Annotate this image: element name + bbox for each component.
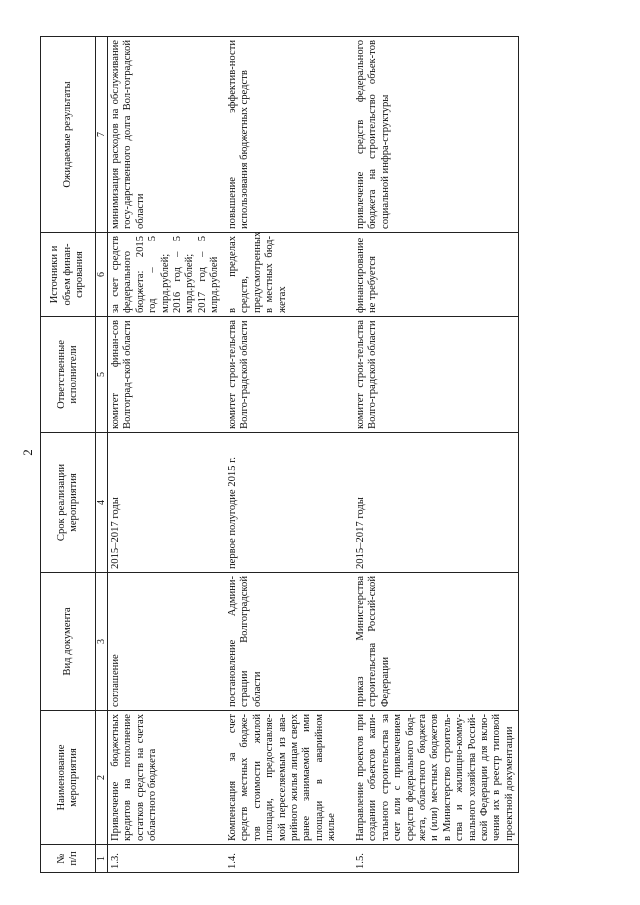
document-type: постановление Админи-страции Волгоградской области [225,573,353,711]
responsible-executors: комитет финан-сов Волгоград-ской области [108,317,226,433]
funding-source: за счет средств федерального бюджета: 2015 год – 5 млрд.рублей; 2016 год – 5 млрд.рублей; 2017 год – 5 млрд.рублей [108,233,226,317]
document-type: соглашение [108,573,226,711]
column-number: 6 [96,233,108,317]
column-number: 5 [96,317,108,433]
column-number: 1 [96,845,108,873]
implementation-term: первое полугодие 2015 г. [225,433,353,573]
expected-results: повышение эффектив-ности использования бюджетных средств [225,37,353,233]
measures-table [40,36,519,873]
expected-results: привлечение средств федерального бюджета на строительство объек-тов социальной инфра-структуры [353,37,519,233]
column-number: 7 [96,37,108,233]
implementation-term: 2015–2017 годы [353,433,519,573]
document-type: приказ Министерства строительства Россий-ской Федерации [353,573,519,711]
funding-source: в пределах средств, предусмотренных в местных бюд-жетах [225,233,353,317]
table-header-row [41,37,96,873]
row-number: 1.4. [225,845,353,873]
header-term: Срок реализации мероприятия [41,433,96,573]
header-result: Ожидаемые результаты [41,37,96,233]
implementation-term: 2015–2017 годы [108,433,226,573]
table-row [353,37,519,873]
responsible-executors: комитет строи-тельства Волго-градской области [225,317,353,433]
row-number: 1.5. [353,845,519,873]
header-doc: Вид документа [41,573,96,711]
column-number: 2 [96,711,108,845]
column-number: 4 [96,433,108,573]
column-numbers-row [96,37,108,873]
header-num: № п/п [41,845,96,873]
funding-source: финансирование не требуется [353,233,519,317]
header-name: Наименование мероприятия [41,711,96,845]
header-source: Источники и объем финан-сирования [41,233,96,317]
header-exec: Ответственные исполнители [41,317,96,433]
expected-results: минимизация расходов на обслуживание госу-дарственного долга Вол-гоградской области [108,37,226,233]
measure-name: Привлечение бюджетных кредитов на пополнение остатков средств на счетах областного бюджета [108,711,226,845]
row-number: 1.3. [108,845,226,873]
page-number: 2 [20,449,35,456]
measure-name: Направление проектов при создании объектов капи-тального строительства за счет или с привлечением средств федерального бюд-жета, областного бюджета и (или) местных бюджетов в Министерство строитель-ства и жилищно-комму-нального хозяйства Россий-ской Федерации для вклю-чения их в реестр типовой проектной документации [353,711,519,845]
responsible-executors: комитет строи-тельства Волго-градской области [353,317,519,433]
table-row [225,37,353,873]
measure-name: Компенсация за счет средств местных бюдже-тов стоимости жилой площади, предоставляе-мой переселяемым из ава-рийного жилья лицам сверх ранее занимаемой ими площади в аварийном жилье [225,711,353,845]
column-number: 3 [96,573,108,711]
table-row [108,37,226,873]
